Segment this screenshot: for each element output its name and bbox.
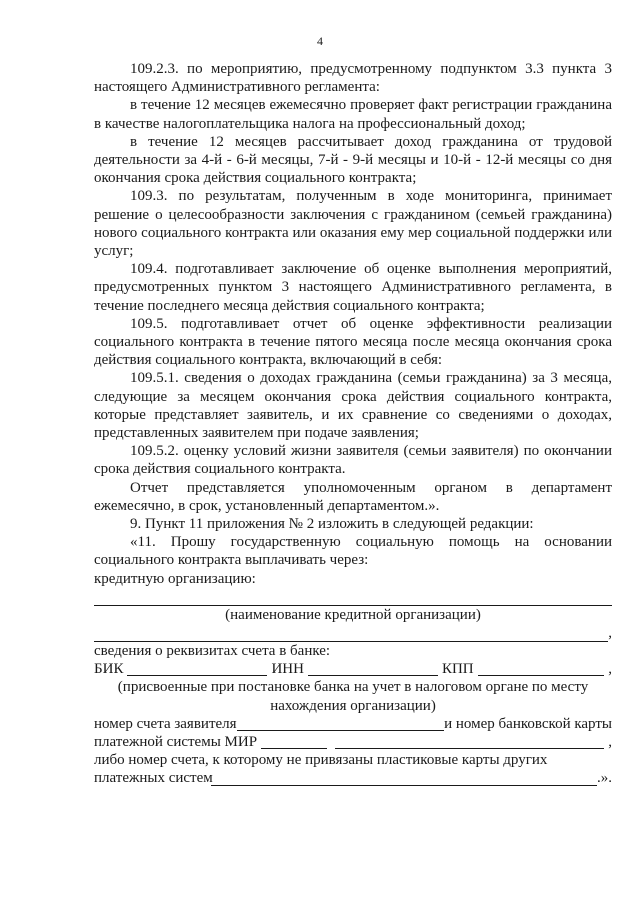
bik-label: БИК <box>94 661 124 678</box>
page-number: 4 <box>317 34 323 48</box>
paragraph-109-3: 109.3. по результатам, полученным в ходе мониторинга, принимает решение о целесообразности заключения с гражданином (семьей гражданина) нового социального контракта или оказания ему мер социальной поддержки или услуг; <box>94 188 612 260</box>
credit-org-extra-line <box>94 628 608 642</box>
kpp-field[interactable] <box>478 663 605 676</box>
mir-label: платежной системы МИР <box>94 734 258 751</box>
account-details-label: сведения о реквизитах счета в банке: <box>94 643 331 660</box>
alt-account-field[interactable] <box>211 773 597 786</box>
inn-field[interactable] <box>308 663 438 676</box>
comma-mark: , <box>608 661 612 678</box>
paragraph-109-5: 109.5. подготавливает отчет об оценке эффективности реализации социального контракта в течение пятого месяца после месяца окончания срока действия социального контракта, включающий в себя: <box>94 315 612 369</box>
paragraph-109-2-3: 109.2.3. по мероприятию, предусмотренному подпунктом 3.3 пункта 3 настоящего Административного регламента: <box>94 61 612 96</box>
comma-mark: , <box>608 624 612 641</box>
paragraph-registration-check: в течение 12 месяцев ежемесячно проверяет факт регистрации гражданина в качестве налогоплательщика налога на профессиональный доход; <box>94 97 612 132</box>
mir-card-field-b[interactable] <box>335 736 604 749</box>
paragraph-point-11: «11. Прошу государственную социальную помощь на основании социального контракта выплачивать через: <box>94 534 612 569</box>
paragraph-point-9: 9. Пункт 11 приложения № 2 изложить в следующей редакции: <box>130 516 534 533</box>
paragraph-109-5-2: 109.5.2. оценку условий жизни заявителя (семьи заявителя) по окончании срока действия социального контракта. <box>94 443 612 478</box>
bank-codes-row <box>94 660 612 678</box>
inn-label: ИНН <box>271 661 304 678</box>
credit-org-label: кредитную организацию: <box>94 570 256 587</box>
comma-mark: , <box>608 734 612 751</box>
document-body <box>94 60 612 788</box>
mir-card-row <box>94 733 612 751</box>
bank-caption: (присвоенные при постановке банка на учет в налоговом органе по месту нахождения организации) <box>117 679 589 714</box>
account-number-row <box>94 715 612 733</box>
account-number-field[interactable] <box>237 718 445 731</box>
account-number-label: номер счета заявителя <box>94 715 237 732</box>
closing-mark: .». <box>597 770 612 787</box>
credit-org-name-line <box>94 592 612 606</box>
paragraph-109-5-1: 109.5.1. сведения о доходах гражданина (семьи гражданина) за 3 месяца, следующие за месяцем окончания срока действия социального контракта, которые представляет заявитель, и их сравнение со сведениями о доходах, представленных заявителем при подаче заявления; <box>94 370 612 442</box>
paragraph-income-calculation: в течение 12 месяцев рассчитывает доход гражданина от трудовой деятельности за 4-й - 6-й месяцы, 7-й - 9-й месяцы и 10-й - 12-й месяцы со дня окончания срока действия социального контракта; <box>94 133 612 187</box>
alt-account-text: либо номер счета, к которому не привязаны пластиковые карты других платежных систем <box>94 752 548 787</box>
credit-org-caption: (наименование кредитной организации) <box>225 606 481 623</box>
card-number-label: и номер банковской карты <box>444 715 612 732</box>
kpp-label: КПП <box>441 661 474 678</box>
mir-card-field-a[interactable] <box>261 736 327 749</box>
paragraph-109-4: 109.4. подготавливает заключение об оценке выполнения мероприятий, предусмотренных пунктом 3 настоящего Административного регламента, в течение последнего месяца действия социального контракта; <box>94 261 612 314</box>
credit-org-extra-field[interactable] <box>94 624 612 642</box>
paragraph-report: Отчет представляется уполномоченным органом в департамент ежемесячно, в срок, установленный департаментом.». <box>94 479 612 514</box>
bik-field[interactable] <box>127 663 267 676</box>
credit-org-name-field[interactable] <box>94 588 612 606</box>
